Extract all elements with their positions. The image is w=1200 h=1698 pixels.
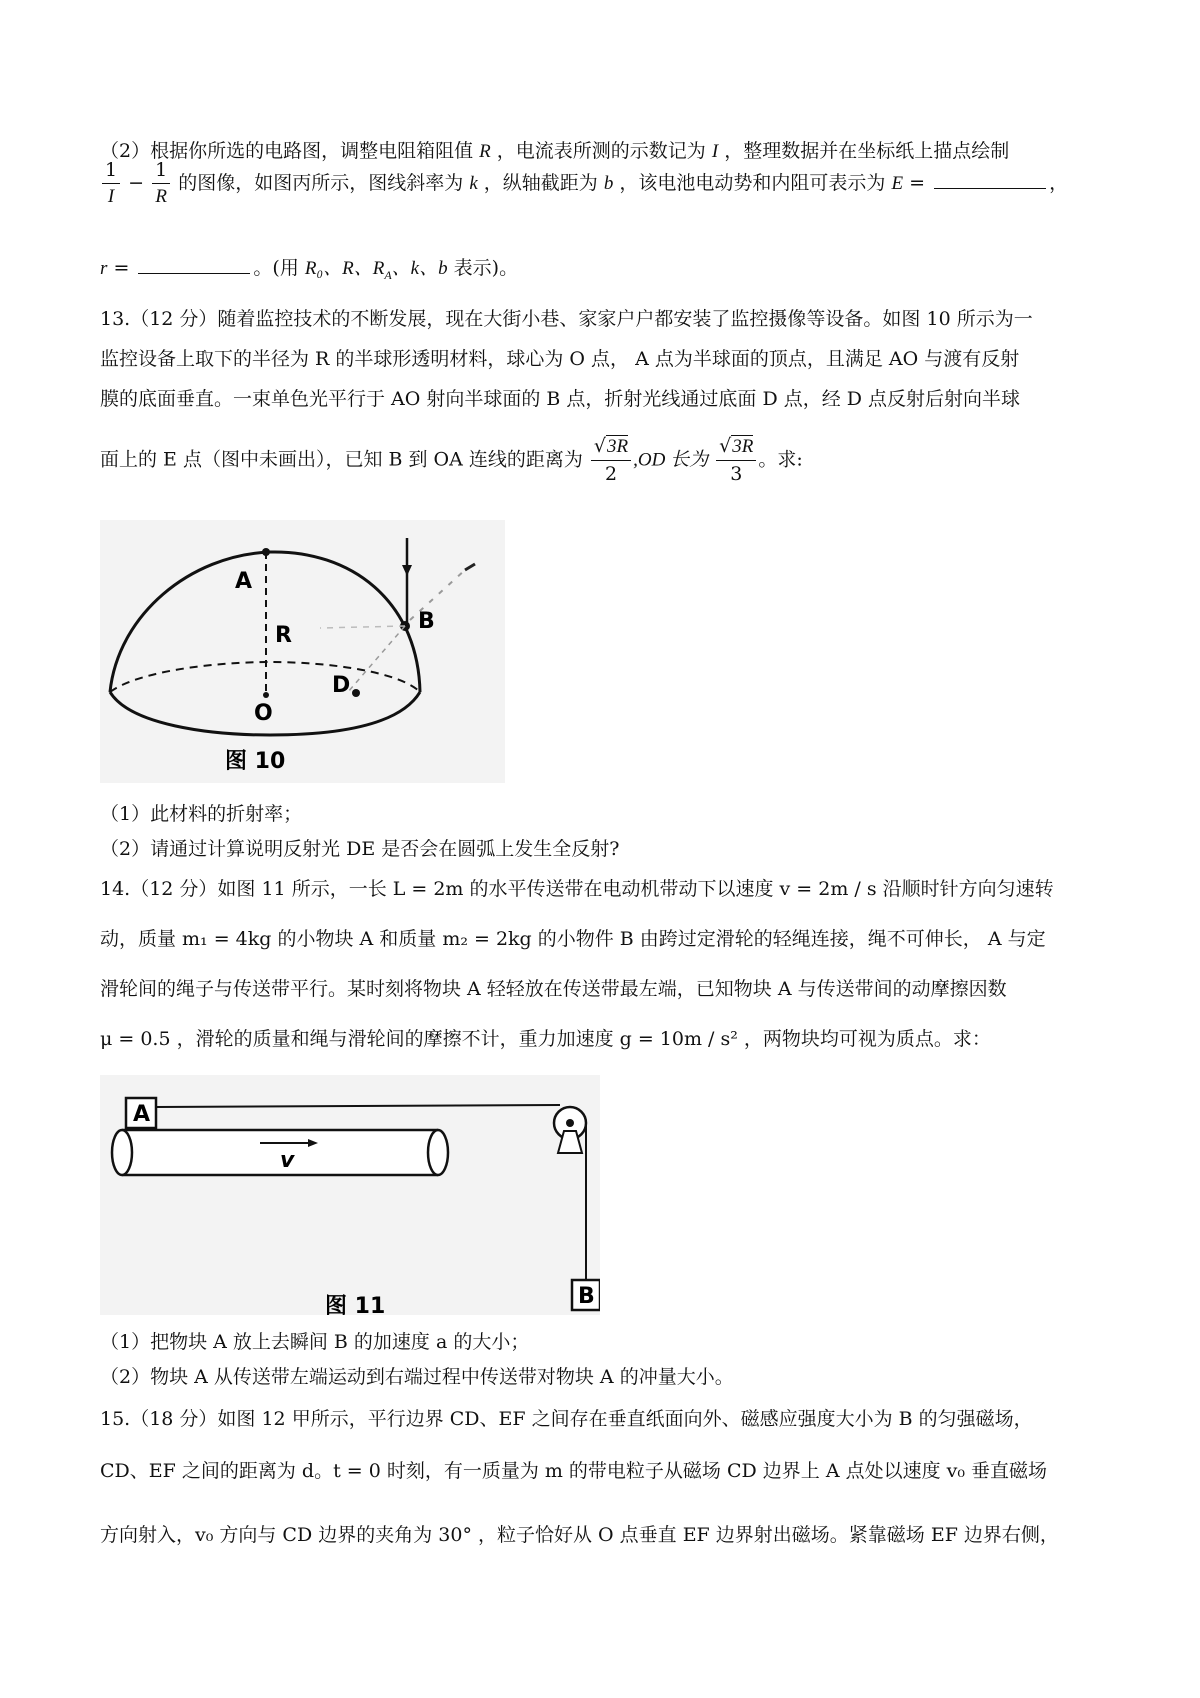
fraction-sqrt3R-over-2: $\frac{√3R}{2}$ [591, 436, 631, 485]
q12-part2-line3: r = 。(用 R₀、R、$R_A$、k、b 表示)。 [100, 257, 519, 282]
q15-line2: CD、EF 之间的距离为 d。t = 0 时刻，有一质量为 m 的带电粒子从磁场 CD 边界上 A 点处以速度 v₀ 垂直磁场 [100, 1460, 1048, 1482]
q14-sub2: （2）物块 A 从传送带左端运动到右端过程中传送带对物块 A 的冲量大小。 [100, 1366, 734, 1388]
fraction-1-over-R: $\frac{1}{R}$ [152, 160, 170, 208]
q13-sub1: （1）此材料的折射率； [100, 803, 303, 825]
fraction-sqrt3R-over-3: $\frac{√3R}{3}$ [716, 436, 756, 485]
figure-11-conveyor [100, 1075, 600, 1315]
block-b-label: B [578, 1284, 595, 1309]
label-o: O [254, 701, 273, 726]
figure-11-caption: 图 11 [325, 1294, 386, 1315]
q15-line1: 15.（18 分）如图 12 甲所示，平行边界 CD、EF 之间存在垂直纸面向外、磁感应强度大小为 B 的匀强磁场， [100, 1408, 1033, 1430]
q14-line3: 滑轮间的绳子与传送带平行。某时刻将物块 A 轻轻放在传送带最左端，已知物块 A 与传送带间的动摩擦因数 [100, 978, 1007, 1000]
q13-line4: 面上的 E 点（图中未画出），已知 B 到 OA 连线的距离为 $\frac{√3R}{2}$ ,OD 长为 $\frac{√3R}{3}$ 。求: [100, 435, 803, 485]
velocity-label: v [280, 1148, 295, 1173]
q13-line1: 13.（12 分）随着监控技术的不断发展，现在大街小巷、家家户户都安装了监控摄像等设备。如图 10 所示为一 [100, 308, 1033, 330]
label-d: D [332, 673, 351, 698]
q14-sub1: （1）把物块 A 放上去瞬间 B 的加速度 a 的大小； [100, 1331, 530, 1353]
q14-line2: 动，质量 m₁ = 4kg 的小物块 A 和质量 m₂ = 2kg 的小物件 B 由跨过定滑轮的轻绳连接，绳不可伸长， A 与定 [100, 928, 1046, 950]
label-a: A [235, 569, 253, 594]
figure-10-caption: 图 10 [225, 749, 286, 774]
answer-blank-r[interactable] [138, 256, 250, 274]
label-r: R [275, 623, 292, 648]
q12-part2-line2: $\frac{1}{I}$ − $\frac{1}{R}$ 的图像，如图丙所示，图线斜率为 k ，纵轴截距为 b ，该电池电动势和内阻可表示为 E = ， [100, 160, 1068, 208]
q14-line4: μ = 0.5 ，滑轮的质量和绳与滑轮间的摩擦不计，重力加速度 g = 10m / s² ，两物块均可视为质点。求： [100, 1028, 991, 1050]
label-b: B [418, 609, 435, 634]
fraction-1-over-I: $\frac{1}{I}$ [102, 160, 120, 208]
block-a-label: A [133, 1102, 151, 1127]
q15-line3: 方向射入，v₀ 方向与 CD 边界的夹角为 30° ，粒子恰好从 O 点垂直 EF 边界射出磁场。紧靠磁场 EF 边界右侧， [100, 1524, 1059, 1546]
q14-line1: 14.（12 分）如图 11 所示，一长 L = 2m 的水平传送带在电动机带动下以速度 v = 2m / s 沿顺时针方向匀速转 [100, 878, 1054, 900]
q13-sub2: （2）请通过计算说明反射光 DE 是否会在圆弧上发生全反射? [100, 838, 620, 860]
q12-part2-line1: （2）根据你所选的电路图，调整电阻箱阻值 R ，电流表所测的示数记为 I ，整理数据并在坐标纸上描点绘制 [100, 140, 1010, 162]
answer-blank-E[interactable] [934, 171, 1046, 189]
q13-line3: 膜的底面垂直。一束单色光平行于 AO 射向半球面的 B 点，折射光线通过底面 D 点，经 D 点反射后射向半球 [100, 388, 1021, 410]
q13-line2: 监控设备上取下的半径为 R 的半球形透明材料，球心为 O 点， A 点为半球面的顶点，且满足 AO 与渡有反射 [100, 348, 1020, 370]
figure-10-hemisphere [100, 520, 505, 783]
